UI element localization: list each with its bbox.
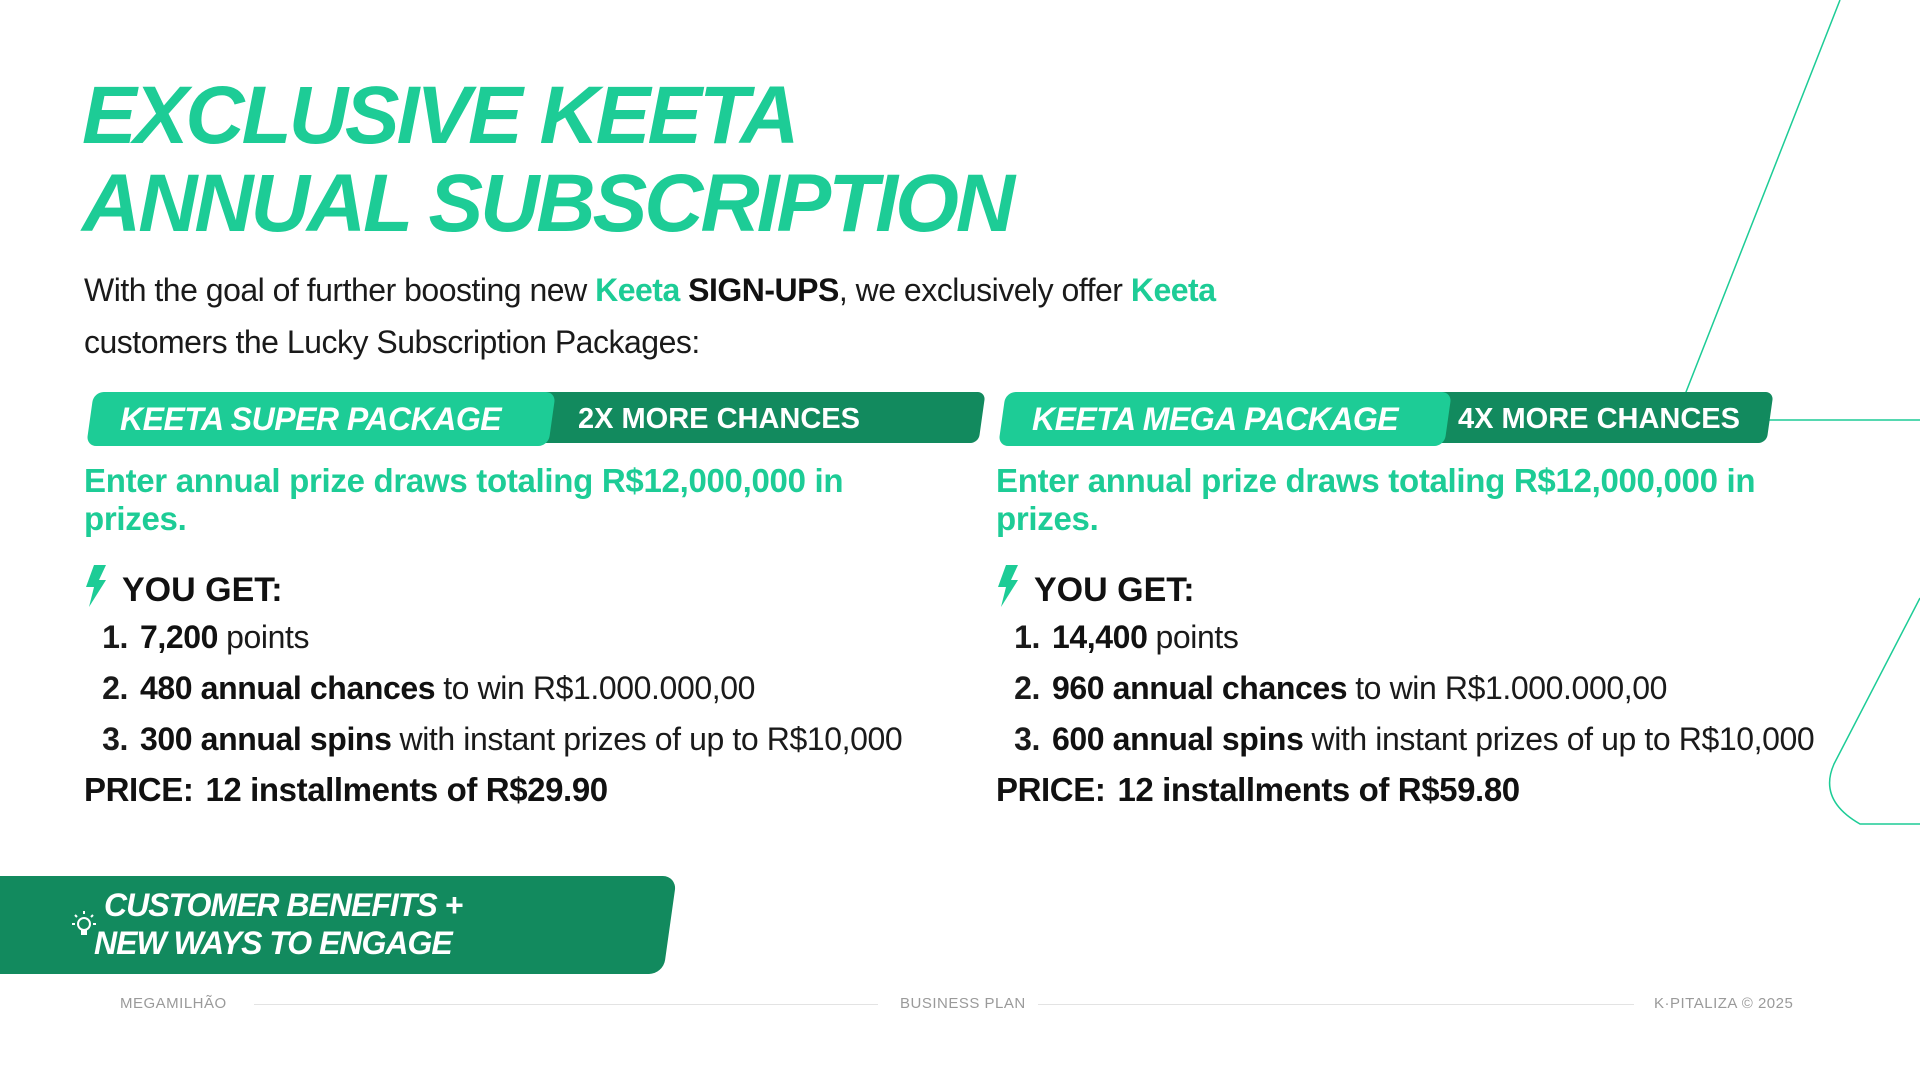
intro-brand-2: Keeta — [1130, 272, 1216, 308]
package-mega-you-get — [996, 568, 1916, 612]
item-number: 1. — [102, 619, 128, 655]
footer-divider-right — [1038, 1004, 1634, 1005]
package-super — [84, 392, 1004, 815]
item-number: 3. — [102, 721, 128, 757]
title-line-2: ANNUAL SUBSCRIPTION — [82, 158, 1013, 249]
item-strong: 14,400 — [1052, 619, 1148, 655]
package-super-chances: 2X MORE CHANCES — [578, 403, 860, 435]
package-mega-name: KEETA MEGA PACKAGE — [1032, 401, 1399, 437]
item-text: to win R$1.000.000,00 — [443, 670, 756, 706]
package-mega — [996, 392, 1916, 815]
banner-line-2: NEW WAYS TO ENGAGE — [94, 925, 452, 961]
list-item — [84, 714, 1004, 765]
item-strong: 480 annual chances — [140, 670, 436, 706]
page-title — [82, 72, 1012, 248]
banner-line-1: CUSTOMER BENEFITS + — [104, 887, 463, 923]
package-super-header — [84, 392, 1004, 446]
you-get-label: YOU GET: — [1034, 570, 1195, 609]
footer-left: MEGAMILHÃO — [120, 995, 227, 1012]
lightning-bolt-icon — [996, 565, 1020, 607]
footer-center: BUSINESS PLAN — [900, 995, 1026, 1012]
item-text: with instant prizes of up to R$10,000 — [1311, 721, 1815, 757]
price-value: 12 installments of R$59.80 — [1117, 771, 1520, 808]
benefits-banner-text — [94, 886, 463, 962]
intro-text-3: customers the Lucky Subscription Packages: — [84, 324, 700, 360]
item-text: with instant prizes of up to R$10,000 — [399, 721, 903, 757]
list-item — [84, 612, 1004, 663]
item-number: 3. — [1014, 721, 1040, 757]
package-super-benefits — [84, 612, 1004, 765]
price-value: 12 installments of R$29.90 — [205, 771, 608, 808]
intro-text-2: , we exclusively offer — [838, 272, 1131, 308]
intro-signups: SIGN-UPS — [688, 272, 839, 308]
price-label: PRICE: — [996, 771, 1106, 808]
item-text: points — [1155, 619, 1239, 655]
intro-paragraph — [84, 264, 1384, 368]
item-number: 2. — [1014, 670, 1040, 706]
item-strong: 960 annual chances — [1052, 670, 1348, 706]
footer-right: K·PITALIZA © 2025 — [1654, 995, 1794, 1012]
lightning-bolt-icon — [84, 565, 108, 607]
list-item — [996, 612, 1916, 663]
intro-text-1: With the goal of further boosting new — [84, 272, 596, 308]
package-mega-benefits — [996, 612, 1916, 765]
item-text: to win R$1.000.000,00 — [1355, 670, 1668, 706]
footer-divider-left — [254, 1004, 878, 1005]
title-line-1: EXCLUSIVE KEETA — [82, 70, 797, 161]
item-strong: 600 annual spins — [1052, 721, 1304, 757]
package-super-price — [84, 765, 1004, 815]
package-mega-chances: 4X MORE CHANCES — [1458, 403, 1740, 435]
package-mega-draws: Enter annual prize draws totaling R$12,000,000 in prizes. — [996, 462, 1756, 537]
intro-brand-1: Keeta — [595, 272, 680, 308]
list-item — [996, 663, 1916, 714]
item-number: 2. — [102, 670, 128, 706]
package-super-you-get — [84, 568, 1004, 612]
item-strong: 7,200 — [140, 619, 219, 655]
item-text: points — [226, 619, 310, 655]
price-label: PRICE: — [84, 771, 194, 808]
item-strong: 300 annual spins — [140, 721, 392, 757]
package-super-name: KEETA SUPER PACKAGE — [120, 401, 502, 437]
item-number: 1. — [1014, 619, 1040, 655]
list-item — [996, 714, 1916, 765]
package-super-draws: Enter annual prize draws totaling R$12,000,000 in prizes. — [84, 462, 844, 537]
list-item — [84, 663, 1004, 714]
you-get-label: YOU GET: — [122, 570, 283, 609]
package-mega-price — [996, 765, 1916, 815]
deco-line-top — [1686, 0, 1920, 420]
footer — [0, 994, 1920, 1014]
package-mega-header — [996, 392, 1916, 446]
